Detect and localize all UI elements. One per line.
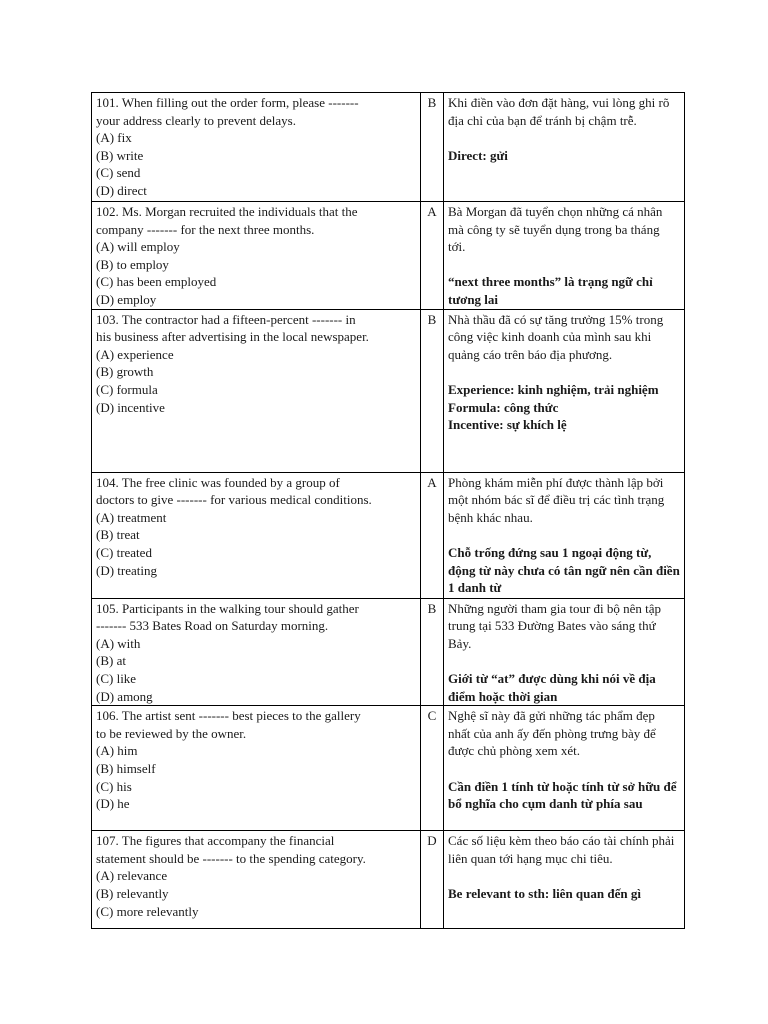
translation-text: Phòng khám miễn phí được thành lập bởi một nhóm bác sĩ để điều trị các tình trạng bệnh khác nhau. (448, 474, 665, 525)
answer-option: (C) treated (96, 544, 152, 560)
correct-answer: A (421, 472, 444, 598)
question-cell (92, 472, 421, 598)
question-text-line: ------- 533 Bates Road on Saturday morning. (96, 618, 329, 634)
explanation-cell (444, 472, 685, 598)
answer-option: (B) relevantly (96, 885, 169, 901)
question-cell (92, 831, 421, 929)
correct-answer: B (421, 93, 444, 202)
translation-text: Bà Morgan đã tuyển chọn những cá nhân mà công ty sẽ tuyển dụng trong ba tháng tới. (448, 204, 663, 255)
question-cell (92, 202, 421, 310)
translation-text: Khi điền vào đơn đặt hàng, vui lòng ghi rõ địa chỉ của bạn để tránh bị chậm trễ. (448, 95, 670, 128)
grammar-note: Cần điền 1 tính từ hoặc tính từ sở hữu để bổ nghĩa cho cụm danh từ phía sau (448, 778, 677, 812)
table-row (92, 706, 685, 831)
grammar-note: Experience: kinh nghiệm, trải nghiệm (448, 381, 659, 397)
translation-text: Nhà thầu đã có sự tăng trưởng 15% trong công việc kinh doanh của mình sau khi quảng cáo trên báo địa phương. (448, 311, 664, 362)
grammar-note: Be relevant to sth: liên quan đến gì (448, 885, 641, 901)
answer-option: (A) treatment (96, 509, 167, 525)
translation-text: Các số liệu kèm theo báo cáo tài chính phải liên quan tới hạng mục chi tiêu. (448, 833, 675, 866)
correct-answer: B (421, 309, 444, 472)
correct-answer: D (421, 831, 444, 929)
answer-option: (C) send (96, 165, 141, 181)
question-text-line: 105. Participants in the walking tour should gather (96, 600, 359, 616)
explanation-cell (444, 202, 685, 310)
answer-option: (C) more relevantly (96, 903, 199, 919)
table-row (92, 202, 685, 310)
answer-option: (B) growth (96, 364, 154, 380)
question-text-line: 106. The artist sent ------- best pieces to the gallery (96, 708, 361, 724)
explanation-cell (444, 831, 685, 929)
answer-option: (D) he (96, 796, 130, 812)
spacer (448, 526, 680, 544)
table-row (92, 472, 685, 598)
question-text-line: company ------- for the next three months. (96, 221, 315, 237)
correct-answer: B (421, 598, 444, 706)
grammar-note: Giới từ “at” được dùng khi nói về địa điểm hoặc thời gian (448, 670, 656, 704)
explanation-cell (444, 706, 685, 831)
answer-option: (B) treat (96, 527, 140, 543)
question-text-line: doctors to give ------- for various medical conditions. (96, 492, 372, 508)
answer-option: (D) among (96, 688, 153, 704)
answer-option: (C) formula (96, 381, 158, 397)
question-text-line: his business after advertising in the local newspaper. (96, 329, 369, 345)
question-text-line: 102. Ms. Morgan recruited the individuals that the (96, 204, 358, 219)
answer-option: (A) him (96, 743, 138, 759)
spacer (448, 256, 680, 274)
answer-option: (B) at (96, 653, 126, 669)
spacer (448, 652, 680, 670)
question-text-line: your address clearly to prevent delays. (96, 112, 296, 128)
table-row (92, 309, 685, 472)
question-text-line: 107. The figures that accompany the financial (96, 833, 335, 849)
answer-option: (A) with (96, 635, 141, 651)
question-cell (92, 598, 421, 706)
answer-option: (C) like (96, 670, 137, 686)
grammar-note: Chỗ trống đứng sau 1 ngoại động từ, động từ này chưa có tân ngữ nên cần điền 1 danh từ (448, 544, 680, 596)
answer-option: (B) write (96, 147, 144, 163)
translation-text: Nghệ sĩ này đã gửi những tác phẩm đẹp nhất của anh ấy đến phòng trưng bày để được chủ phòng xem xét. (448, 708, 656, 759)
explanation-cell (444, 309, 685, 472)
table-row (92, 93, 685, 202)
grammar-note: Direct: gửi (448, 147, 508, 163)
answer-option: (C) has been employed (96, 274, 217, 290)
correct-answer: A (421, 202, 444, 310)
correct-answer: C (421, 706, 444, 831)
table-row (92, 598, 685, 706)
table-body (92, 93, 685, 929)
question-text-line: 101. When filling out the order form, please ------- (96, 95, 359, 110)
answer-option: (D) direct (96, 182, 147, 198)
question-text-line: 104. The free clinic was founded by a group of (96, 474, 340, 490)
answer-option: (D) treating (96, 562, 158, 578)
spacer (448, 363, 680, 381)
question-text-line: to be reviewed by the owner. (96, 725, 247, 741)
explanation-cell (444, 598, 685, 706)
question-cell (92, 93, 421, 202)
grammar-note: “next three months” là trạng ngữ chỉ tương lai (448, 274, 653, 307)
spacer (448, 129, 680, 147)
question-text-line: statement should be ------- to the spending category. (96, 850, 366, 866)
translation-text: Những người tham gia tour đi bộ nên tập trung tại 533 Đường Bates vào sáng thứ Bảy. (448, 600, 662, 651)
grammar-note: Incentive: sự khích lệ (448, 417, 567, 433)
spacer (448, 867, 680, 885)
table-row (92, 831, 685, 929)
answer-option: (A) fix (96, 130, 132, 146)
question-cell (92, 706, 421, 831)
answer-option: (D) incentive (96, 399, 165, 415)
explanation-cell (444, 93, 685, 202)
answer-option: (A) relevance (96, 868, 168, 884)
answer-option: (C) his (96, 778, 132, 794)
question-cell (92, 309, 421, 472)
answer-option: (A) experience (96, 346, 174, 362)
question-answer-table (91, 92, 685, 929)
answer-option: (B) himself (96, 760, 156, 776)
answer-option: (A) will employ (96, 239, 180, 255)
spacer (448, 760, 680, 778)
answer-option: (B) to employ (96, 256, 169, 272)
grammar-note: Formula: công thức (448, 399, 559, 415)
question-text-line: 103. The contractor had a fifteen-percent ------- in (96, 311, 356, 327)
answer-option: (D) employ (96, 291, 157, 307)
